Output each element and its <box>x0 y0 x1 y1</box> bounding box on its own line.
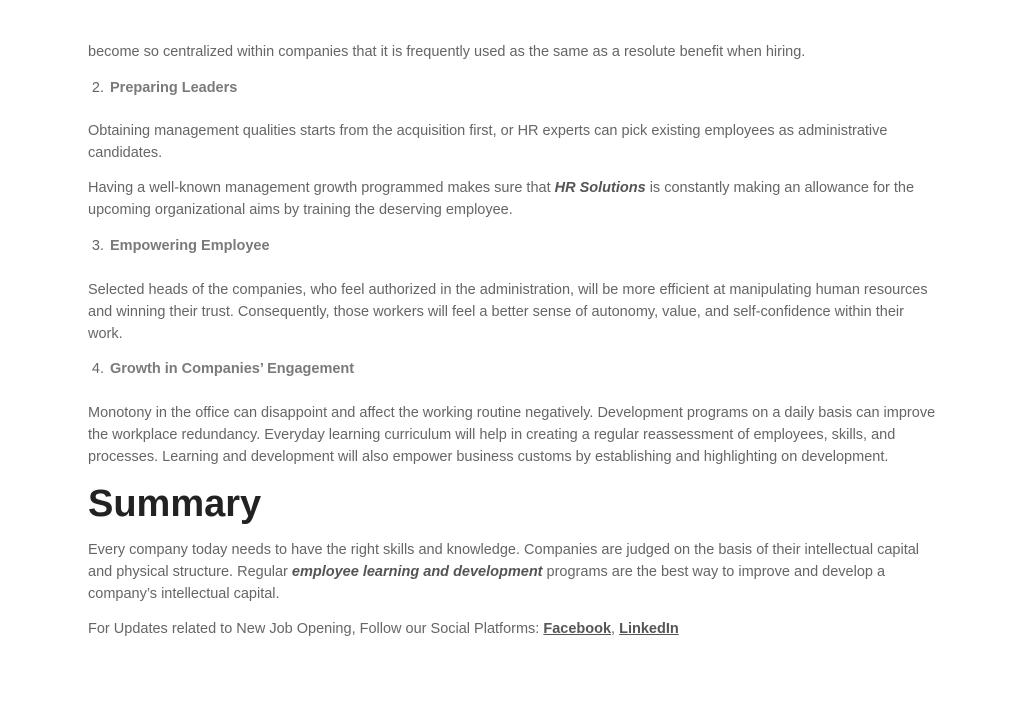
emphasis-text: HR Solutions <box>554 180 646 196</box>
list-item-growth-engagement <box>88 359 354 379</box>
list-item-title: Preparing Leaders <box>110 80 238 96</box>
list-item-title: Growth in Companies’ Engagement <box>110 361 355 377</box>
paragraph: Monotony in the office can disappoint and affect the working routine negatively. Development programs on a daily basis can improve the workplace redundancy. Everyday learning curriculum will help in creating a regular reassessment of employees, skills, and processes. Learning and development will also empower business customs by establishing and highlighting on development. <box>88 405 936 465</box>
social-updates: For Updates related to New Job Opening, Follow our Social Platforms: Facebook, LinkedIn <box>88 621 679 637</box>
summary-paragraph: Every company today needs to have the right skills and knowledge. Companies are judged on the basis of their intellectual capital and physical structure. Regular employee learning and development programs are the best way to improve and develop a company’s intellectual capital. <box>88 542 920 602</box>
list-number: 3. <box>91 238 104 254</box>
paragraph: Having a well-known management growth programmed makes sure that HR Solutions is constantly making an allowance for the upcoming organizational aims by training the deserving employee. <box>88 180 915 218</box>
list-number: 4. <box>91 361 104 377</box>
list-number: 2. <box>91 80 104 96</box>
list-item-empowering-employee <box>88 236 270 256</box>
facebook-link[interactable]: Facebook <box>543 621 612 637</box>
intro-continuation: become so centralized within companies that it is frequently used as the same as a resolute benefit when hiring. <box>88 44 806 60</box>
paragraph: Selected heads of the companies, who feel authorized in the administration, will be more efficient at manipulating human resources and winning their trust. Consequently, those workers will feel a better sense of autonomy, value, and self-confidence within their work. <box>88 282 928 342</box>
list-item-preparing-leaders <box>88 78 237 98</box>
emphasis-text: employee learning and development <box>291 564 543 580</box>
list-item-title: Empowering Employee <box>110 238 270 254</box>
linkedin-link[interactable]: LinkedIn <box>619 621 679 637</box>
link-separator: , <box>611 621 620 637</box>
paragraph: Obtaining management qualities starts from the acquisition first, or HR experts can pick existing employees as administrative candidates. <box>88 123 888 161</box>
summary-heading: Summary <box>88 483 262 525</box>
